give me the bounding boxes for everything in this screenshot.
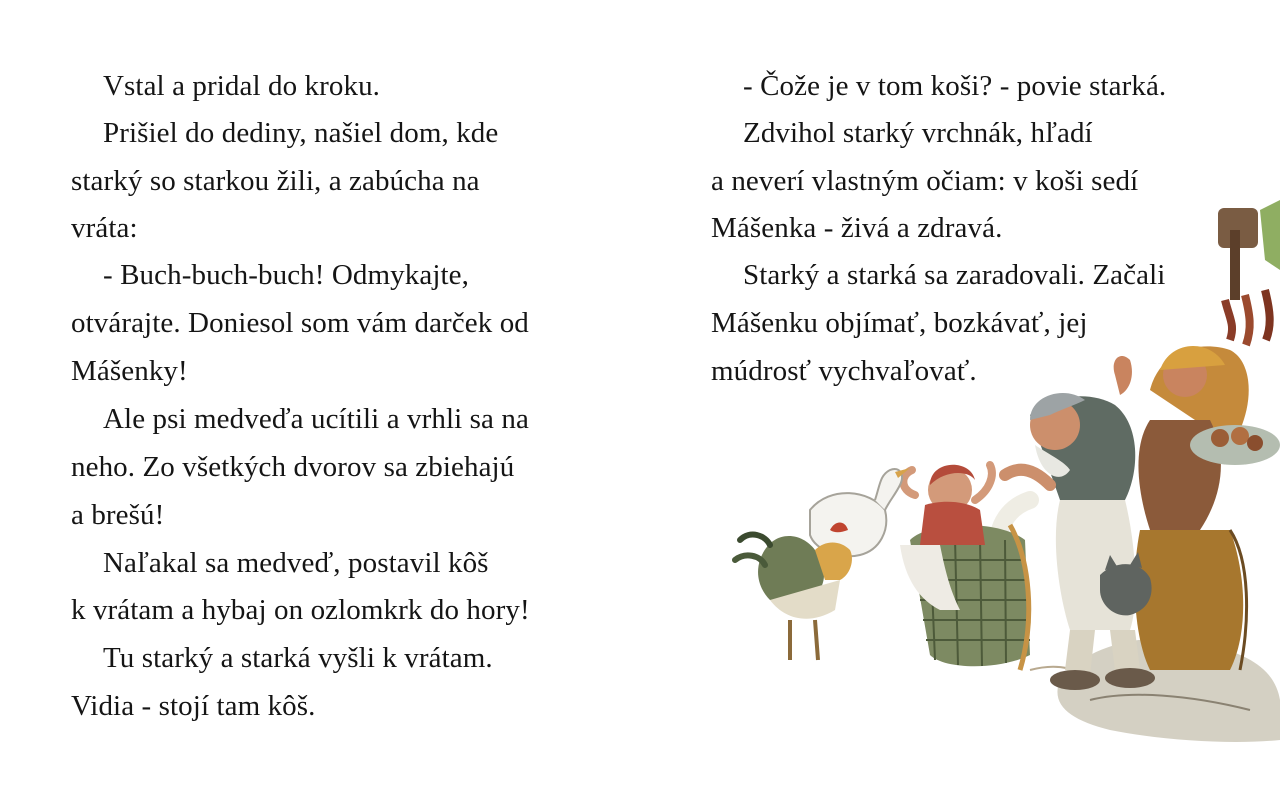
text-line: a brešú! [71, 499, 165, 531]
text-line: Mášenka - živá a zdravá. [711, 212, 1003, 244]
old-woman-icon [1114, 346, 1280, 670]
text-line: starký so starkou žili, a zabúcha na [71, 165, 480, 197]
text-line: Prišiel do dediny, našiel dom, kde [103, 117, 499, 149]
text-line: otvárajte. Doniesol som vám darček od [71, 307, 529, 339]
text-line: neho. Zo všetkých dvorov sa zbiehajú [71, 451, 515, 483]
text-line: k vrátam a hybaj on ozlomkrk do hory! [71, 594, 530, 626]
text-line: Tu starký a starká vyšli k vrátam. [103, 642, 493, 674]
text-line: Vidia - stojí tam kôš. [71, 690, 316, 722]
text-line: a neverí vlastným očiam: v koši sedí [711, 165, 1139, 197]
text-line: Ale psi medveďa ucítili a vrhli sa na [103, 403, 529, 435]
text-line: Vstal a pridal do kroku. [103, 70, 381, 102]
text-line: Starký a starká sa zaradovali. Začali [743, 259, 1166, 291]
rooster-icon [735, 523, 852, 661]
hanging-tools-icon [1218, 200, 1280, 345]
text-line: vráta: [71, 212, 138, 244]
text-line: - Buch-buch-buch! Odmykajte, [103, 259, 469, 291]
text-line: Mášenky! [71, 355, 188, 387]
text-line: - Čože je v tom koši? - povie starká. [743, 70, 1167, 102]
goose-icon [810, 468, 910, 556]
text-line: múdrosť vychvaľovať. [711, 355, 977, 387]
text-line: Mášenku objímať, bozkávať, jej [711, 307, 1088, 339]
text-line: Naľakal sa medveď, postavil kôš [103, 547, 489, 579]
text-line: Zdvihol starký vrchnák, hľadí [743, 117, 1093, 149]
story-illustration [730, 200, 1280, 760]
